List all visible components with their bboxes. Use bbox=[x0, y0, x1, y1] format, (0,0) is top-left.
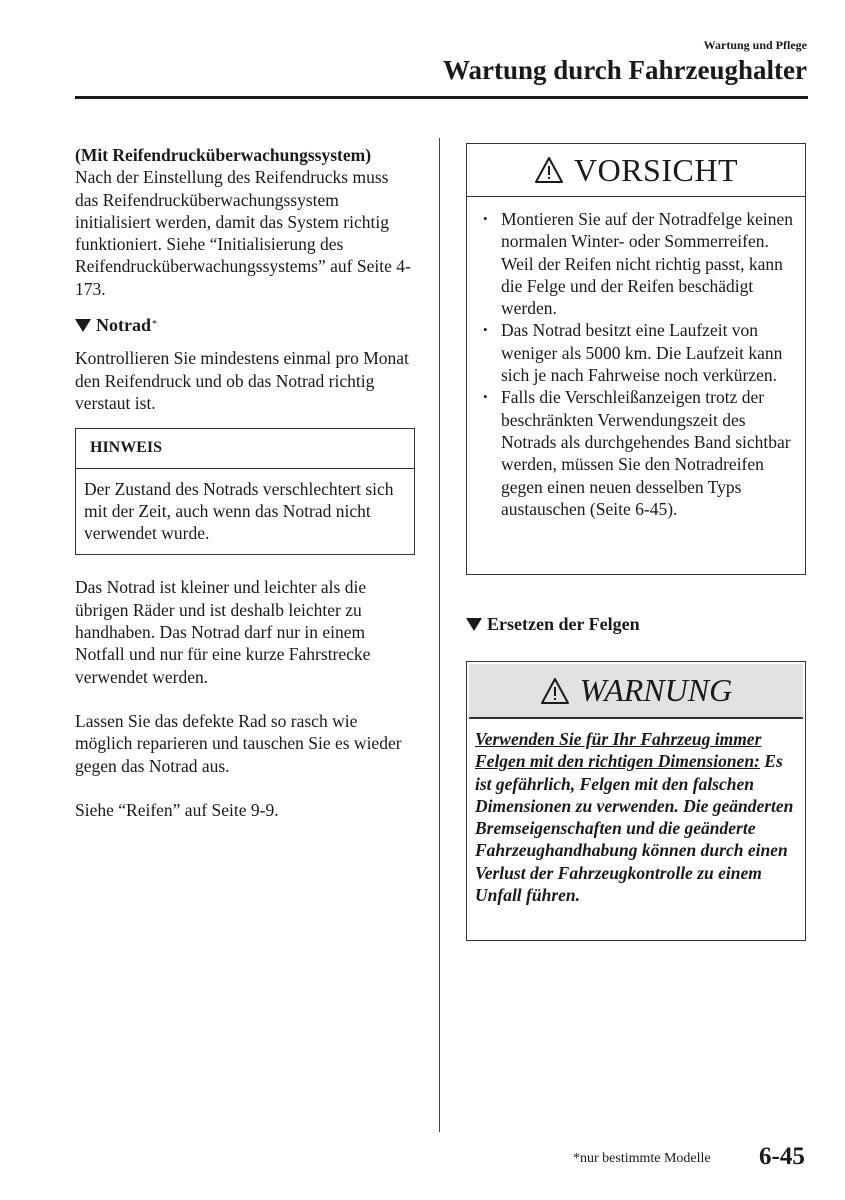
caution-header bbox=[467, 144, 805, 197]
warning-text: Es ist gefährlich, Felgen mit den falschen Dimensionen zu verwenden. Die geänderten Bremseigenschaften und die geänderte Fahrzeughandhabung können durch einen Verlust der Fahrzeugkontrolle zu einem Unfall führen. bbox=[475, 751, 794, 906]
caution-list bbox=[479, 208, 797, 520]
tpms-text: Nach der Einstellung des Reifendrucks muss das Reifendrucküberwachungssystem initialisiert werden, damit das System richtig funktioniert. Siehe “Initialisierung des Reifendrucküberwachungssystems” auf Seite 4-173. bbox=[75, 167, 411, 299]
hinweis-text: Der Zustand des Notrads verschlechtert sich mit der Zeit, auch wenn das Notrad nicht verwendet wurde. bbox=[84, 478, 394, 544]
triangle-bullet-icon bbox=[75, 319, 91, 332]
felgen-heading-label: Ersetzen der Felgen bbox=[487, 614, 640, 634]
warning-body bbox=[475, 728, 799, 906]
notrad-heading-label: Notrad bbox=[96, 315, 151, 336]
caution-item: • Falls die Verschleißanzeigen trotz der beschränkten Verwendungszeit des Notrads als durchgehendes Band sichtbar werden, müssen Sie den Notradreifen gegen einen neuen desselben Typs austauschen (Seite 6-45). bbox=[479, 386, 797, 520]
section-title: Wartung und Pflege bbox=[703, 38, 807, 52]
left-column bbox=[75, 144, 415, 821]
page-title: Wartung durch Fahrzeughalter bbox=[443, 55, 807, 85]
column-divider bbox=[439, 138, 440, 1132]
footnote: *nur bestimmte Modelle bbox=[573, 1151, 711, 1166]
warning-lead: Verwenden Sie für Ihr Fahrzeug immer Felgen mit den richtigen Dimensionen: bbox=[475, 729, 762, 772]
hinweis-title: HINWEIS bbox=[76, 429, 414, 468]
warning-header bbox=[469, 664, 803, 719]
caution-item: • Das Notrad besitzt eine Laufzeit von weniger als 5000 km. Die Laufzeit kann sich je nach Fahrweise noch verkürzen. bbox=[479, 319, 797, 386]
tpms-heading: (Mit Reifendrucküberwachungssystem) bbox=[75, 145, 372, 165]
paragraph-repair: Lassen Sie das defekte Rad so rasch wie möglich reparieren und tauschen Sie es wieder gegen das Notrad aus. bbox=[75, 710, 402, 776]
warning-title: WARNUNG bbox=[579, 672, 733, 708]
model-footnote-mark: * bbox=[152, 319, 157, 331]
caution-item: • Montieren Sie auf der Notradfelge keinen normalen Winter- oder Sommerreifen. Weil der Reifen nicht richtig passt, kann die Felge und der Reifen beschädigt werden. bbox=[479, 208, 797, 319]
warning-box bbox=[466, 661, 806, 941]
notrad-text: Kontrollieren Sie mindestens einmal pro Monat den Reifendruck und ob das Notrad richtig verstaut ist. bbox=[75, 348, 409, 413]
triangle-bullet-icon bbox=[466, 618, 482, 631]
notrad-heading bbox=[75, 314, 415, 336]
hinweis-box bbox=[75, 428, 415, 555]
paragraph-spare-wheel-size: Das Notrad ist kleiner und leichter als die übrigen Räder und ist deshalb leichter zu handhaben. Das Notrad darf nur in einem Notfall und nur für eine kurze Fahrstrecke verwendet werden. bbox=[75, 577, 371, 687]
warning-triangle-icon bbox=[534, 156, 564, 184]
warning-triangle-icon bbox=[540, 677, 570, 705]
header-rule bbox=[75, 96, 808, 99]
page-number: 6-45 bbox=[759, 1143, 805, 1170]
paragraph-see-tires: Siehe “Reifen” auf Seite 9-9. bbox=[75, 799, 279, 820]
felgen-heading bbox=[466, 614, 640, 635]
caution-title: VORSICHT bbox=[573, 151, 738, 188]
caution-box bbox=[466, 143, 806, 575]
